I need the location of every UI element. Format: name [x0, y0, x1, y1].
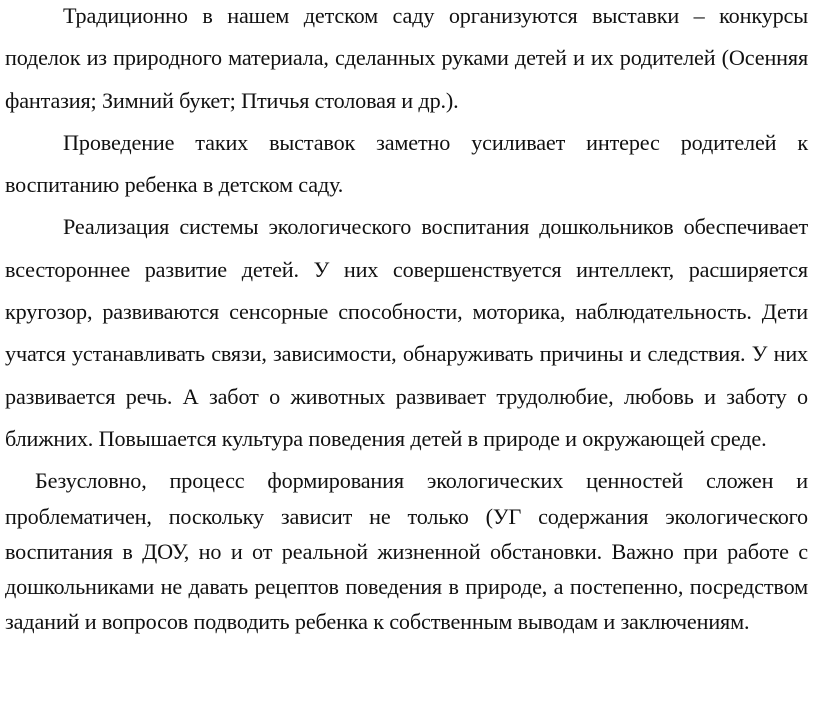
paragraph-ecological-education: Реализация системы экологического воспитания дошкольников обеспечивает всестороннее развитие детей. У них совершенствуется интеллект, расширяется кругозор, развиваются сенсорные способности, моторика, наблюдательность. Дети учатся устанавливать связи, зависимости, обнаруживать причины и следствия. У них развивается речь. А забот о животных развивает трудолюбие, любовь и заботу о ближних. Повышается культура поведения детей в природе и окружающей среде. — [5, 214, 808, 451]
paragraph-parents-interest: Проведение таких выставок заметно усиливает интерес родителей к воспитанию ребенка в детском саду. — [5, 129, 808, 198]
paragraph-ecological-values: Безусловно, процесс формирования экологических ценностей сложен и проблематичен, поскольку зависит не только (УГ содержания экологического воспитания в ДОУ, но и от реальной жизненной обстановки. Важно при работе с дошкольниками не давать рецептов поведения в природе, а постепенно, посредством заданий и вопросов подводить ребенка к собственным выводам и заключениям. — [5, 468, 808, 635]
paragraph-exhibitions: Традиционно в нашем детском саду организуются выставки – конкурсы поделок из природного материала, сделанных руками детей и их родителей (Осенняя фантазия; Зимний букет; Птичья столовая и др.). — [5, 3, 808, 113]
